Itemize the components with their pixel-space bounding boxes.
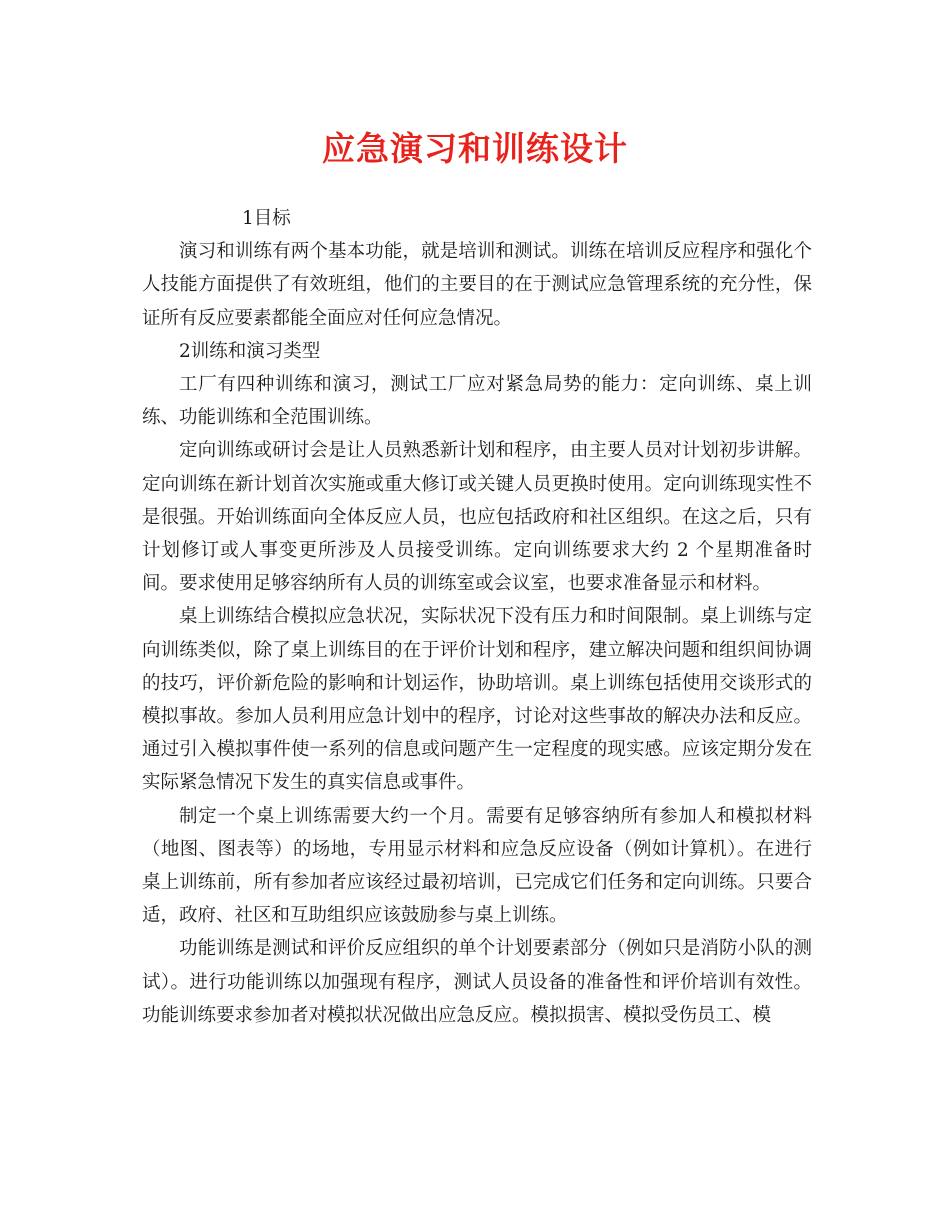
paragraph-tabletop-preparation: 制定一个桌上训练需要大约一个月。需要有足够容纳所有参加人和模拟材料（地图、图表等）的场地，专用显示材料和应急反应设备（例如计算机）。在进行桌上训练前，所有参加者应该经过最初培训，已完成它们任务和定向训练。只要合适，政府、社区和互助组织应该鼓励参与桌上训练。 bbox=[142, 805, 812, 927]
paragraph-four-types: 工厂有四种训练和演习，测试工厂应对紧急局势的能力：定向训练、桌上训练、功能训练和全范围训练。 bbox=[142, 374, 812, 429]
document-title: 应急演习和训练设计 bbox=[322, 129, 628, 168]
document-body bbox=[142, 202, 812, 1032]
section-heading-types: 2训练和演习类型 bbox=[179, 340, 321, 362]
paragraph-orientation-training: 定向训练或研讨会是让人员熟悉新计划和程序，由主要人员对计划初步讲解。定向训练在新计划首次实施或重大修订或关键人员更换时使用。定向训练现实性不是很强。开始训练面向全体反应人员，也应包括政府和社区组织。在这之后，只有计划修订或人事变更所涉及人员接受训练。定向训练要求大约 2 个星期准备时间。要求使用足够容纳所有人员的训练室或会议室，也要求准备显示和材料。 bbox=[142, 440, 812, 595]
paragraph-purpose: 演习和训练有两个基本功能，就是培训和测试。训练在培训反应程序和强化个人技能方面提供了有效班组，他们的主要目的在于测试应急管理系统的充分性，保证所有反应要素都能全面应对任何应急情况。 bbox=[142, 241, 812, 329]
paragraph-tabletop-training: 桌上训练结合模拟应急状况，实际状况下没有压力和时间限制。桌上训练与定向训练类似，除了桌上训练目的在于评价计划和程序，建立解决问题和组织间协调的技巧，评价新危险的影响和计划运作，协助培训。桌上训练包括使用交谈形式的模拟事故。参加人员利用应急计划中的程序，讨论对这些事故的解决办法和反应。通过引入模拟事件使一系列的信息或问题产生一定程度的现实感。应该定期分发在实际紧急情况下发生的真实信息或事件。 bbox=[142, 606, 812, 794]
paragraph-functional-training: 功能训练是测试和评价反应组织的单个计划要素部分（例如只是消防小队的测试）。进行功能训练以加强现有程序，测试人员设备的准备性和评价培训有效性。功能训练要求参加者对模拟状况做出应急反应。模拟损害、模拟受伤员工、模 bbox=[142, 938, 812, 1026]
section-heading-goals: 1目标 bbox=[242, 208, 291, 229]
